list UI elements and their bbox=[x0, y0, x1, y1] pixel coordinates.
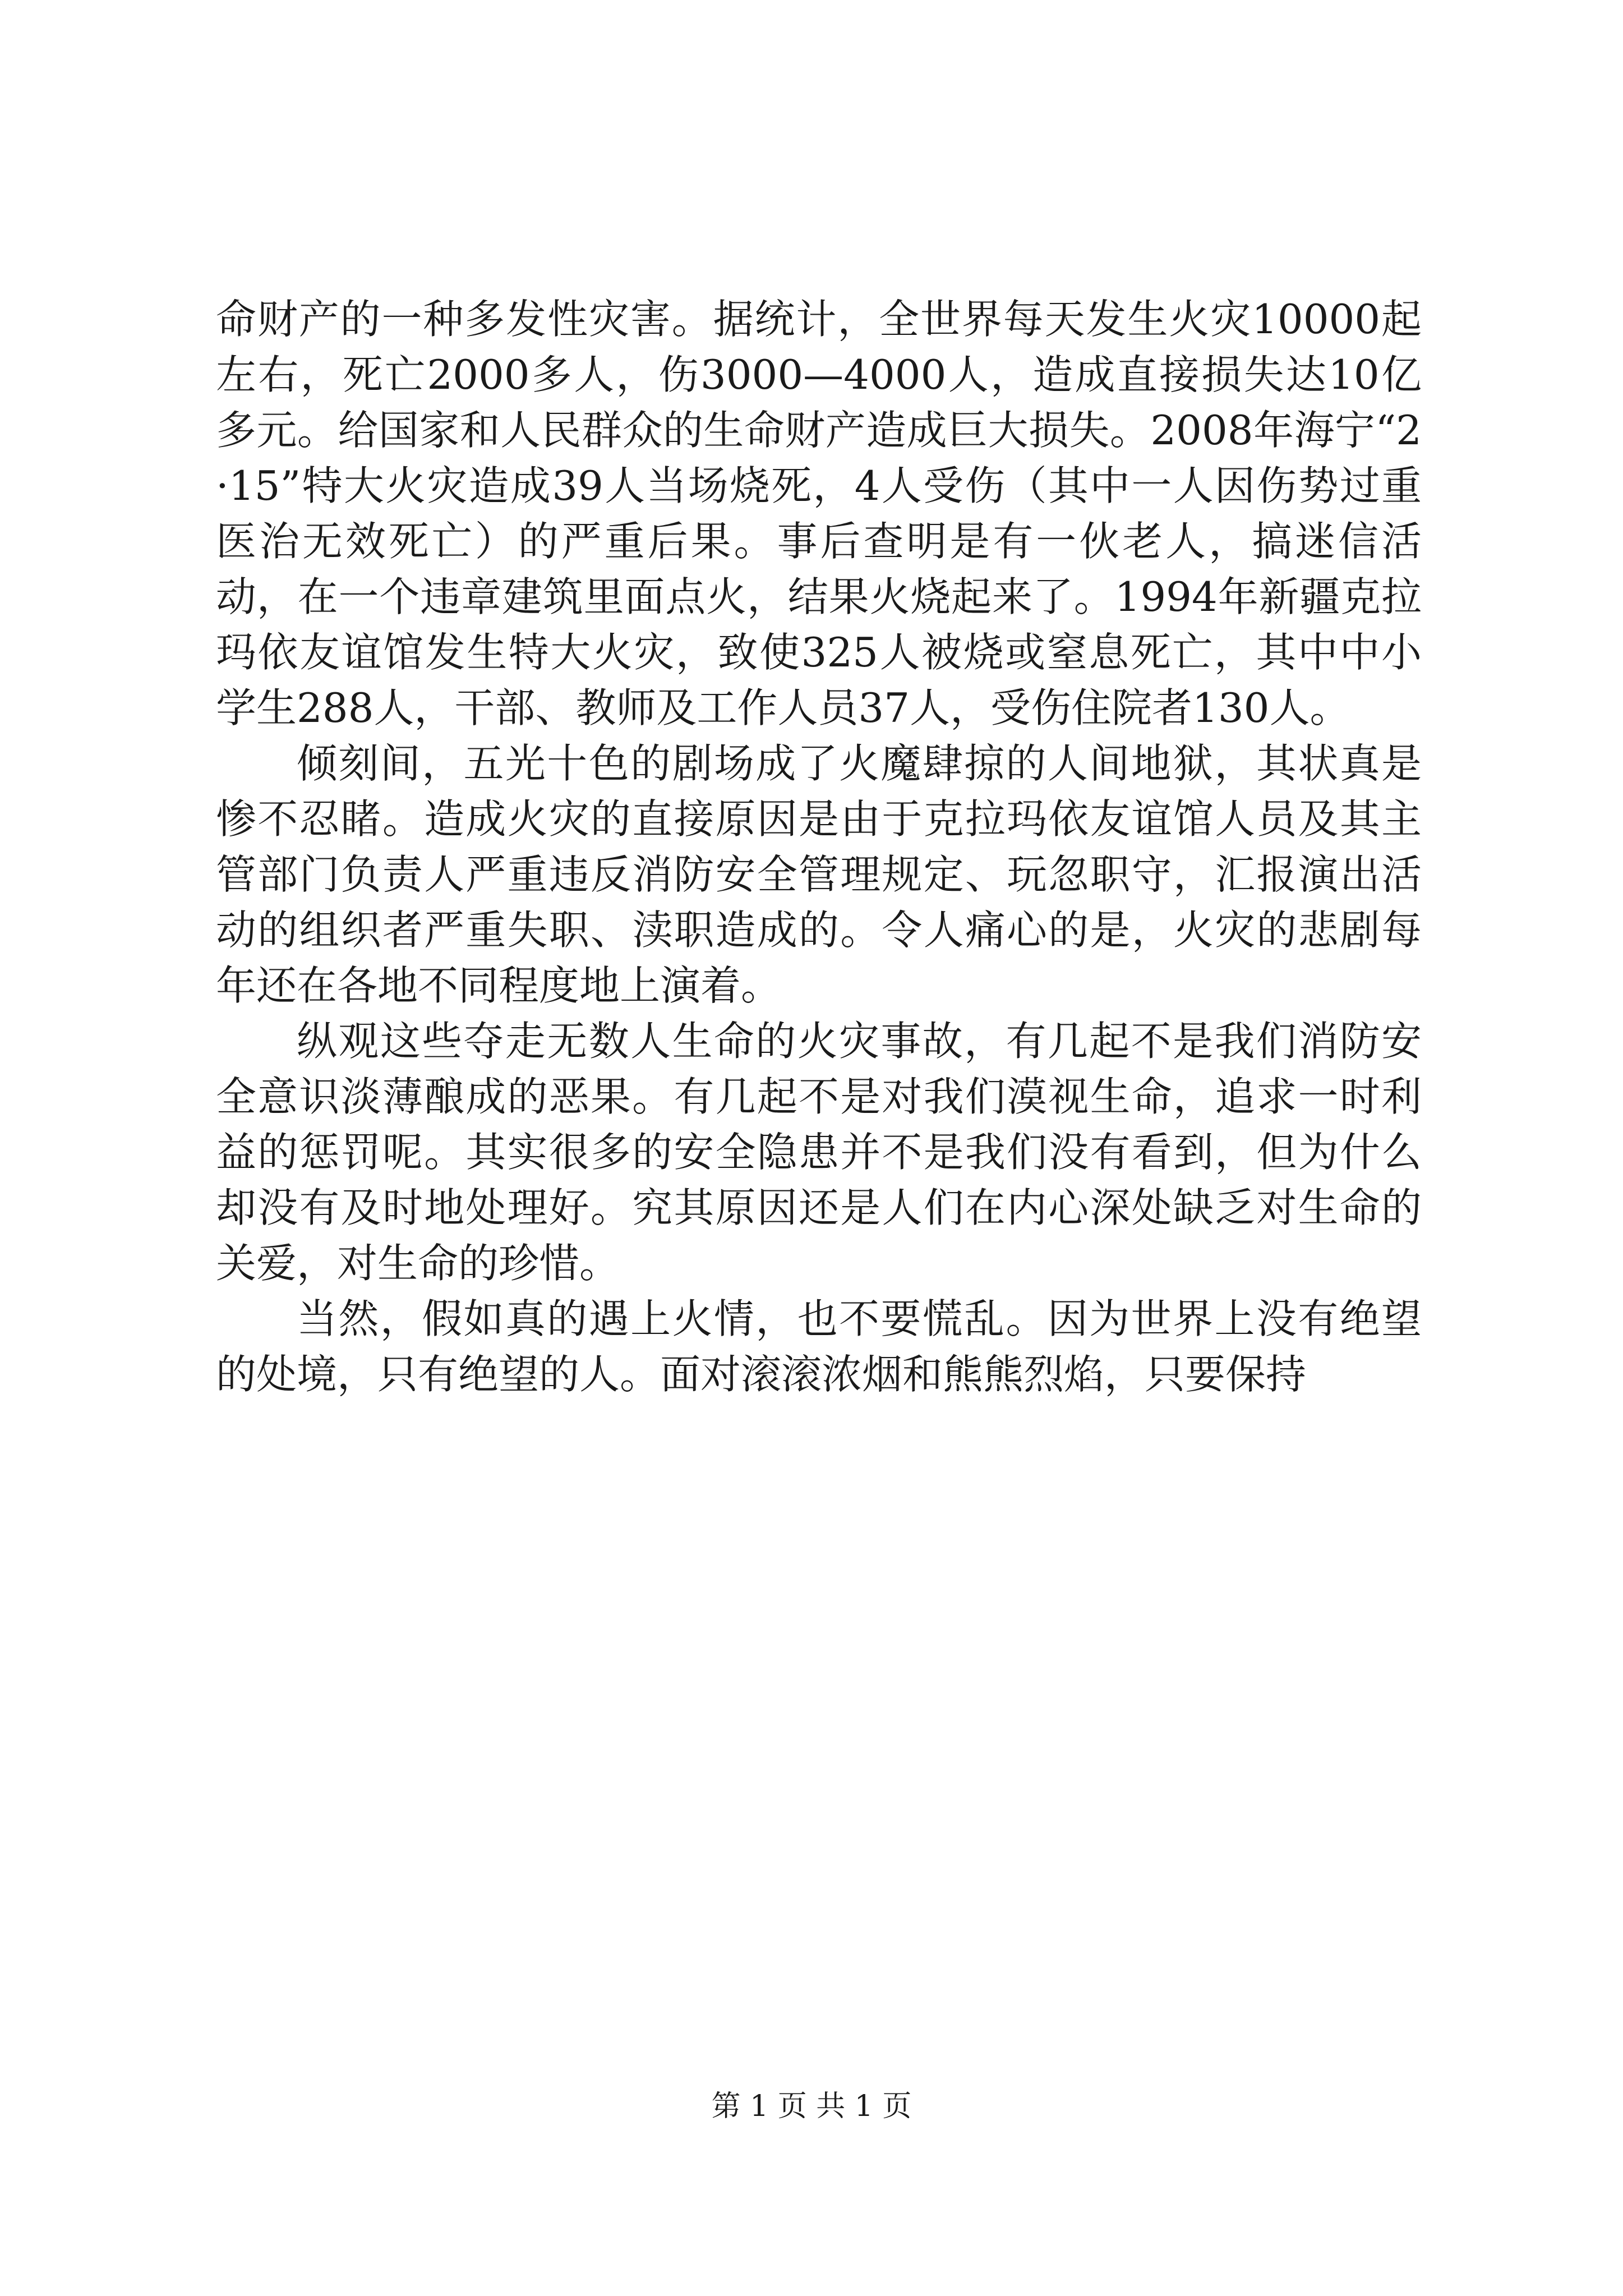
paragraph-3: 纵观这些夺走无数人生命的火灾事故，有几起不是我们消防安全意识淡薄酿成的恶果。有几起不是对我们漠视生命，追求一时利益的惩罚呢。其实很多的安全隐患并不是我们没有看到，但为什么却没有及时地处理好。究其原因还是人们在内心深处缺乏对生命的关爱，对生命的珍惜。 bbox=[216, 1018, 1422, 1287]
paragraph-4: 当然，假如真的遇上火情，也不要慌乱。因为世界上没有绝望的处境，只有绝望的人。面对滚滚浓烟和熊熊烈焰，只要保持 bbox=[216, 1295, 1422, 1398]
page-footer: 第 1 页 共 1 页 bbox=[711, 2090, 912, 2123]
paragraph-1: 命财产的一种多发性灾害。据统计，全世界每天发生火灾10000起左右，死亡2000多人，伤3000—4000人，造成直接损失达10亿多元。给国家和人民群众的生命财产造成巨大损失。2008年海宁“2·15”特大火灾造成39人当场烧死，4人受伤（其中一人因伤势过重医治无效死亡）的严重后果。事后查明是有一伙老人，搞迷信活动，在一个违章建筑里面点火，结果火烧起来了。1994年新疆克拉玛依友谊馆发生特大火灾，致使325人被烧或窒息死亡，其中中小学生288人，干部、教师及工作人员37人，受伤住院者130人。 bbox=[216, 296, 1422, 731]
paragraph-2: 倾刻间，五光十色的剧场成了火魔肆掠的人间地狱，其状真是惨不忍睹。造成火灾的直接原因是由于克拉玛依友谊馆人员及其主管部门负责人严重违反消防安全管理规定、玩忽职守，汇报演出活动的组织者严重失职、渎职造成的。令人痛心的是，火灾的悲剧每年还在各地不同程度地上演着。 bbox=[216, 740, 1422, 1009]
document-body bbox=[216, 292, 1422, 1402]
